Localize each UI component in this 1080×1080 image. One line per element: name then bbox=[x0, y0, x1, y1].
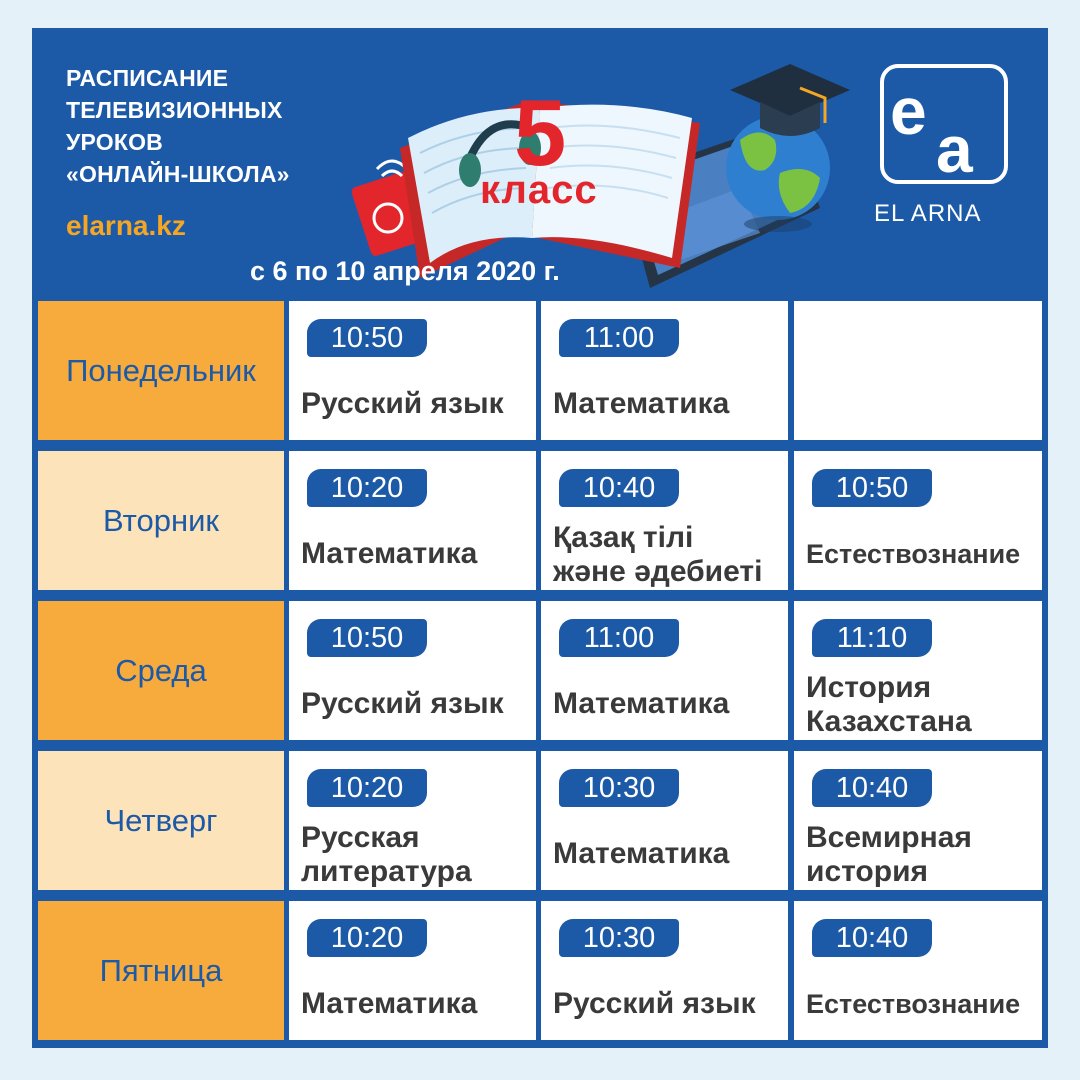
lesson-subject bbox=[301, 821, 532, 889]
logo-letters-icon bbox=[884, 68, 1004, 180]
lesson-cell bbox=[289, 601, 536, 740]
lesson-time-badge: 10:20 bbox=[307, 919, 427, 957]
day-label: Понедельник bbox=[38, 301, 284, 440]
lesson-subject bbox=[806, 987, 1038, 1021]
subject-line: Казахстана bbox=[806, 705, 972, 738]
lesson-subject bbox=[553, 987, 784, 1021]
lesson-cell bbox=[794, 451, 1042, 590]
title-line: РАСПИСАНИЕ bbox=[66, 65, 229, 91]
subject-line: Математика bbox=[553, 387, 730, 420]
lesson-time-badge: 10:20 bbox=[307, 469, 427, 507]
lesson-cell bbox=[541, 901, 788, 1040]
title-line: «ОНЛАЙН-ШКОЛА» bbox=[66, 161, 290, 187]
table-row bbox=[32, 748, 1048, 893]
lesson-time-badge: 11:00 bbox=[559, 619, 679, 657]
day-label: Четверг bbox=[38, 751, 284, 890]
lesson-time-badge: 11:00 bbox=[559, 319, 679, 357]
lesson-cell bbox=[541, 451, 788, 590]
subject-line: Математика bbox=[553, 687, 730, 720]
lesson-time-badge: 10:30 bbox=[559, 919, 679, 957]
subject-line: Русский язык bbox=[301, 687, 504, 720]
day-label: Среда bbox=[38, 601, 284, 740]
lesson-time-badge: 10:50 bbox=[812, 469, 932, 507]
lesson-cell bbox=[541, 301, 788, 440]
subject-line: Математика bbox=[301, 987, 478, 1020]
subject-line: Русская bbox=[301, 821, 420, 854]
lesson-subject bbox=[301, 687, 532, 721]
lesson-subject bbox=[806, 821, 1038, 889]
lesson-cell bbox=[541, 751, 788, 890]
lesson-subject bbox=[301, 387, 532, 421]
graduation-cap-icon bbox=[730, 64, 850, 136]
subject-line: Қазақ тілі bbox=[553, 521, 694, 554]
lesson-subject bbox=[553, 387, 784, 421]
table-row bbox=[32, 898, 1048, 1043]
subject-line: Всемирная bbox=[806, 821, 972, 854]
subject-line: Естествознание bbox=[806, 539, 1021, 569]
date-range: с 6 по 10 апреля 2020 г. bbox=[250, 256, 560, 286]
lesson-time-badge: 10:50 bbox=[307, 619, 427, 657]
site-link[interactable]: elarna.kz bbox=[66, 210, 186, 241]
schedule-table bbox=[32, 298, 1048, 1048]
table-row bbox=[32, 448, 1048, 593]
subject-line: Математика bbox=[301, 537, 478, 570]
lesson-subject bbox=[553, 687, 784, 721]
subject-line: Русский язык bbox=[553, 987, 756, 1020]
lesson-subject bbox=[806, 537, 1038, 571]
table-row bbox=[32, 298, 1048, 443]
lesson-cell bbox=[289, 301, 536, 440]
lesson-time-badge: 10:40 bbox=[559, 469, 679, 507]
subject-line: және әдебиеті bbox=[553, 555, 763, 588]
lesson-time-badge: 10:30 bbox=[559, 769, 679, 807]
subject-line: история bbox=[806, 855, 929, 888]
poster-header bbox=[32, 28, 1048, 298]
title-line: УРОКОВ bbox=[66, 129, 163, 155]
lesson-subject bbox=[806, 671, 1038, 739]
lesson-time-badge: 10:40 bbox=[812, 919, 932, 957]
subject-line: литература bbox=[301, 855, 472, 888]
lesson-subject bbox=[553, 521, 784, 589]
grade-label: класс bbox=[480, 168, 598, 212]
lesson-cell bbox=[289, 901, 536, 1040]
lesson-time-badge: 11:10 bbox=[812, 619, 932, 657]
poster-title bbox=[66, 62, 290, 190]
table-row bbox=[32, 598, 1048, 743]
svg-text:a: a bbox=[936, 112, 973, 180]
lesson-cell bbox=[794, 901, 1042, 1040]
lesson-time-badge: 10:20 bbox=[307, 769, 427, 807]
title-line: ТЕЛЕВИЗИОННЫХ bbox=[66, 97, 283, 123]
schedule-poster bbox=[32, 28, 1048, 1048]
lesson-cell bbox=[794, 751, 1042, 890]
lesson-cell bbox=[289, 451, 536, 590]
day-label: Пятница bbox=[38, 901, 284, 1040]
subject-line: Математика bbox=[553, 837, 730, 870]
lesson-time-badge: 10:40 bbox=[812, 769, 932, 807]
lesson-cell bbox=[289, 751, 536, 890]
lesson-subject bbox=[553, 837, 784, 871]
lesson-cell bbox=[541, 601, 788, 740]
lesson-time-badge: 10:50 bbox=[307, 319, 427, 357]
lesson-subject bbox=[301, 537, 532, 571]
lesson-subject bbox=[301, 987, 532, 1021]
subject-line: История bbox=[806, 671, 932, 704]
logo-name: EL ARNA bbox=[874, 200, 982, 227]
lesson-cell bbox=[794, 601, 1042, 740]
svg-text:e: e bbox=[890, 74, 927, 148]
subject-line: Естествознание bbox=[806, 989, 1021, 1019]
grade-number: 5 bbox=[514, 80, 567, 185]
el-arna-logo bbox=[880, 64, 1008, 184]
subject-line: Русский язык bbox=[301, 387, 504, 420]
lesson-cell bbox=[794, 301, 1042, 440]
day-label: Вторник bbox=[38, 451, 284, 590]
